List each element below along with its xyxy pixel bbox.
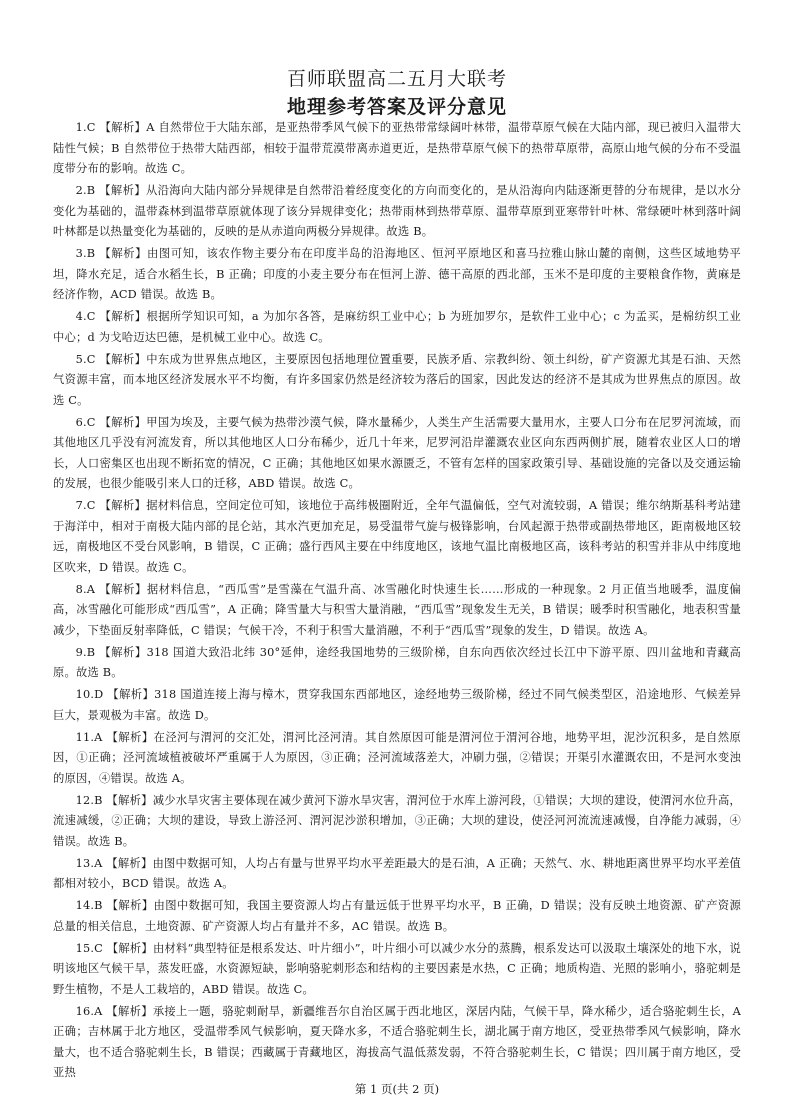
analysis-text: 从沿海向大陆内部分异规律是自然带沿着经度变化的方向而变化的，是从沿海向内陆逐渐更替的分布规律，是以水分变化为基础的，温带森林到温带草原就体现了该分异规律变化；热带雨林到热带草原、温带草原到亚寒带针叶林、常绿硬叶林到落叶阔叶林都是以热量变化为基础的，反映的是从赤道向两极分异规律。故选 B。 (53, 184, 741, 238)
analysis-tag: 【解析】 (99, 582, 147, 596)
answer-choice: C (86, 352, 96, 366)
question-number: 3. (75, 247, 87, 260)
answer-choice: B (86, 247, 96, 260)
answer-choice: A (94, 1004, 103, 1018)
question-number: 12. (75, 793, 95, 807)
answer-item (53, 1002, 741, 1084)
answer-item (53, 854, 741, 895)
analysis-tag: 【解析】 (99, 184, 146, 197)
question-number: 13. (75, 856, 95, 870)
answer-choice: D (94, 688, 104, 701)
answer-item (53, 643, 741, 684)
analysis-tag: 【解析】 (99, 415, 147, 429)
question-number: 4. (75, 310, 87, 323)
analysis-text: 在泾河与渭河的交汇处，渭河比泾河清。其自然原因可能是渭河位于渭河谷地，地势平坦，泥沙沉积多，是自然原因，①正确；泾河流域植被破坏严重属于人为原因，③正确；泾河流域落差大，冲刷力强，②错误；开渠引水灌溉农田，不是河水变浊的原因，④错误。故选 A。 (53, 730, 741, 785)
question-number: 14. (75, 899, 95, 912)
question-number: 1. (75, 121, 87, 134)
analysis-text: 由图可知，该农作物主要分布在印度半岛的沿海地区、恒河平原地区和喜马拉雅山脉山麓的南侧，这些区域地势平坦，降水充足，适合水稻生长，B 正确；印度的小麦主要分布在恒河上游、德干高原的西北部，玉米不是印度的主要粮食作物，黄麻是经济作物，ACD 错误。故选 B。 (53, 247, 741, 301)
analysis-tag: 【解析】 (106, 941, 153, 955)
answer-choice: C (94, 941, 104, 955)
answer-key-title: 地理参考答案及评分意见 (286, 96, 507, 118)
question-number: 2. (75, 184, 87, 197)
answer-choice: B (94, 899, 103, 912)
analysis-text: 中东成为世界焦点地区，主要原因包括地理位置重要，民族矛盾、宗教纠纷、领土纠纷，矿产资源尤其是石油、天然气资源丰富，而本地区经济发展水平不均衡，有许多国家仍然是经济较为落后的国家，因此发达的经济不是其成为世界焦点的原因。故选 C。 (53, 352, 741, 407)
answer-choice: C (86, 121, 96, 134)
analysis-text: 由材料“典型特征是根系发达、叶片细小”，叶片细小可以减少水分的蒸腾，根系发达可以汲取土壤深处的地下水，说明该地区气候干旱，蒸发旺盛，水资源短缺，影响骆驼刺形态和结构的主要因素是水热，C 正确；地质构造、光照的影响小，骆驼刺是野生植物，不是人工栽培的，ABD 错误。故选 C。 (53, 941, 741, 996)
analysis-text: 318 国道大致沿北纬 30°延伸，途经我国地势的三级阶梯，自东向西依次经过长江中下游平原、四川盆地和青藏高原。故选 B。 (53, 645, 741, 679)
analysis-text: A 自然带位于大陆东部，是亚热带季风气候下的亚热带常绿阔叶林带，温带草原气候在大陆内部，现已被归入温带大陆性气候；B 自然带位于热带大陆西部，相较于温带荒漠带离赤道更近，是热带草原气候下的热带草原带，高原山地气候的分布不受温度带分布的影响。故选 C。 (53, 121, 741, 175)
analysis-tag: 【解析】 (106, 730, 154, 744)
answer-choice: A (94, 856, 103, 870)
answer-item (53, 413, 741, 495)
answer-item (53, 728, 741, 790)
analysis-tag: 【解析】 (99, 247, 148, 260)
analysis-text: 由图中数据可知，人均占有量与世界平均水平差距最大的是石油，A 正确；天然气、水、耕地距离世界平均水平差值都相对较小，BCD 错误。故选 A。 (53, 856, 742, 890)
answer-item (53, 118, 741, 180)
answer-item (53, 939, 741, 1001)
analysis-text: 318 国道连接上海与樟木，贯穿我国东西部地区，途经地势三级阶梯，经过不同气候类型区，沿途地形、气候差异巨大，景观极为丰富。故选 D。 (53, 688, 741, 722)
answer-item (53, 181, 741, 243)
analysis-tag: 【解析】 (106, 1004, 153, 1018)
answer-choice: B (86, 184, 96, 197)
analysis-text: 由图中数据可知，我国主要资源人均占有量远低于世界平均水平，B 正确，D 错误；没有反映土地资源、矿产资源总量的相关信息，土地资源、矿产资源人均占有量并不多，AC 错误。故选 B。 (53, 899, 741, 933)
answer-item (53, 350, 741, 412)
analysis-tag: 【解析】 (99, 352, 147, 366)
question-number: 15. (75, 941, 95, 955)
analysis-tag: 【解析】 (99, 121, 147, 134)
question-number: 8. (75, 582, 87, 596)
question-number: 6. (75, 415, 87, 429)
analysis-text: 据材料信息，“西瓜雪”是雪藻在气温升高、冰雪融化时快速生长……形成的一种现象。2 月正值当地暖季，温度偏高，冰雪融化可能形成“西瓜雪”，A 正确；降雪量大与积雪大量消融，“西瓜雪”现象发生无关，B 错误；暖季时积雪融化，地表积雪量减少，下垫面反射率降低，C 错误；气候干冷，不利于积雪大量消融，不利于“西瓜雪”现象的发生，D 错误。故选 A。 (53, 582, 742, 637)
analysis-tag: 【解析】 (99, 310, 147, 323)
answer-item (53, 580, 741, 642)
answer-choice: B (86, 645, 96, 659)
analysis-text: 据材料信息，空间定位可知，该地位于高纬极圈附近，全年气温偏低，空气对流较弱，A 错误；维尔纳斯基科考站建于海洋中，相对于南极大陆内部的昆仑站，其水汽更加充足，易受温带气旋与极锋影响，台风起源于热带或副热带地区，距南极地区较远，南极地区不受台风影响，B 错误，C 正确；盛行西风主要在中纬度地区，该地气温比南极地区高，该科考站的积雪并非从中纬度地区吹来，D 错误。故选 C。 (53, 499, 741, 574)
analysis-tag: 【解析】 (106, 899, 154, 912)
answer-item (53, 896, 741, 937)
page-number: 第 1 页(共 2 页) (354, 1082, 440, 1096)
question-number: 10. (75, 688, 95, 701)
question-number: 11. (75, 730, 95, 744)
answer-choice: C (86, 310, 96, 323)
answer-list (53, 118, 741, 1085)
analysis-tag: 【解析】 (99, 499, 147, 512)
analysis-text: 承接上一题，骆驼刺耐旱，新疆维吾尔自治区属于西北地区，深居内陆，气候干旱，降水稀少，适合骆驼刺生长，A 正确；吉林属于北方地区，受温带季风气候影响，夏天降水多，不适合骆驼刺生长，湖北属于南方地区，受亚热带季风气候影响，降水量大，也不适合骆驼刺生长，B 错误；西藏属于青藏地区，海拔高气温低蒸发弱，不符合骆驼刺生长，C 错误；四川属于南方地区，受亚热 (53, 1004, 741, 1079)
answer-choice: A (86, 582, 96, 596)
analysis-text: 减少水旱灾害主要体现在减少黄河下游水旱灾害，渭河位于水库上游河段，①错误；大坝的建设，使渭河水位升高，流速减缓，②正确；大坝的建设，导致上游泾河、渭河泥沙淤积增加，③正确；大坝的建设，使泾河河流流速减慢，自净能力减弱，④错误。故选 B。 (53, 793, 741, 848)
exam-title: 百师联盟高二五月大联考 (286, 68, 507, 90)
answer-item (53, 685, 741, 726)
answer-choice: A (94, 730, 103, 744)
question-number: 5. (75, 352, 87, 366)
analysis-tag: 【解析】 (107, 688, 155, 701)
analysis-tag: 【解析】 (106, 856, 153, 870)
answer-item (53, 791, 741, 853)
analysis-tag: 【解析】 (99, 645, 147, 659)
answer-item (53, 496, 741, 578)
answer-choice: C (86, 499, 96, 512)
question-number: 7. (75, 499, 87, 512)
analysis-tag: 【解析】 (106, 793, 153, 807)
question-number: 16. (75, 1004, 95, 1018)
analysis-text: 根据所学知识可知，a 为加尔各答，是麻纺织工业中心；b 为班加罗尔，是软件工业中心；c 为孟买，是棉纺织工业中心；d 为戈哈迈达巴德，是机械工业中心。故选 C。 (53, 310, 741, 344)
analysis-text: 甲国为埃及，主要气候为热带沙漠气候，降水量稀少，人类生产生活需要大量用水，主要人口分布在尼罗河流域，而其他地区几乎没有河流发育，所以其他地区人口分布稀少，近几十年来，尼罗河沿岸灌溉农业区向东西两侧扩展，随着农业区人口的增长，人口密集区也出现不断拓宽的情况，C 正确；其他地区如果水源匮乏，不管有怎样的国家政策引导、基础设施的完备以及交通运输的发展，也很少能吸引来人口的迁移，ABD 错误。故选 C。 (53, 415, 741, 490)
answer-choice: B (94, 793, 103, 807)
answer-item (53, 244, 741, 306)
question-number: 9. (75, 645, 87, 659)
answer-item (53, 307, 741, 348)
answer-choice: C (86, 415, 96, 429)
